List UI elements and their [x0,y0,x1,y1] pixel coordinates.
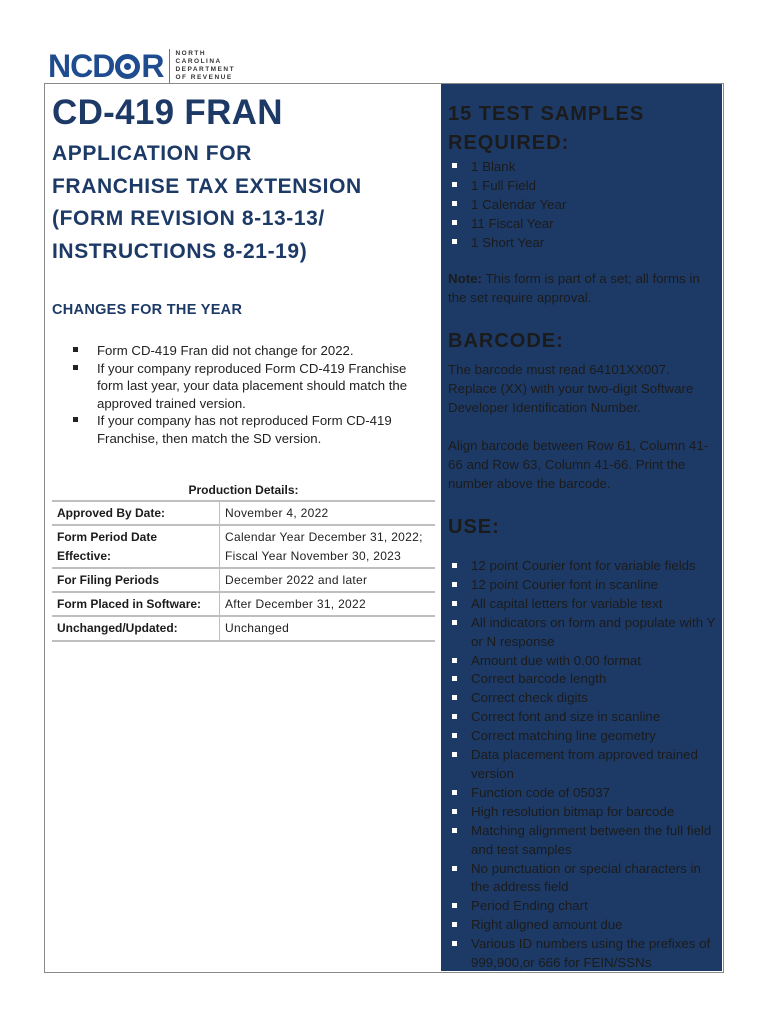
row-label: For Filing Periods [52,568,220,592]
production-details-title: Production Details: [188,483,299,497]
note-text [448,269,716,307]
square-bullet-icon [452,752,457,757]
table-row [52,568,435,592]
list-item [452,916,720,935]
square-bullet-icon [73,365,78,370]
list-item-text: All capital letters for variable text [471,595,663,611]
list-item [452,727,720,746]
logo-line-1: NORTH [175,50,207,57]
table-row [52,616,435,640]
square-bullet-icon [452,866,457,871]
note-body: This form is part of a set; all forms in the set require approval. [448,271,700,305]
list-item-text: 12 point Courier font in scanline [471,576,659,592]
list-item-text: Amount due with 0.00 format [471,652,641,668]
changes-heading: CHANGES FOR THE YEAR [52,302,243,318]
list-item [452,557,720,576]
logo-o-ring-icon [115,54,140,79]
subtitle-line: INSTRUCTIONS 8-21-19) [52,239,308,263]
list-item-text: Various ID numbers using the prefixes of 999,900,or 666 for FEIN/SSNs [471,936,711,971]
list-item-text: 12 point Courier font for variable fields [471,558,696,573]
row-value: December 2022 and later [220,568,436,592]
row-value: November 4, 2022 [220,501,436,525]
form-subtitle [52,138,432,268]
list-item [452,860,720,898]
square-bullet-icon [452,676,457,681]
list-item-text: 1 Short Year [471,235,545,250]
barcode-heading: BARCODE: [448,330,564,352]
square-bullet-icon [452,695,457,700]
row-label: Form Period Date Effective: [52,525,220,568]
square-bullet-icon [452,809,457,814]
list-item-text: Correct barcode length [471,671,607,687]
square-bullet-icon [452,201,457,206]
list-item-text: Period Ending chart [471,898,588,914]
square-bullet-icon [73,347,78,352]
list-item [73,412,428,447]
list-item [452,176,566,195]
use-heading: USE: [448,516,500,538]
square-bullet-icon [452,220,457,225]
table-row [52,592,435,616]
list-item [452,784,720,803]
square-bullet-icon [452,922,457,927]
ncdor-logo [48,46,235,86]
row-label: Unchanged/Updated: [52,616,220,640]
list-item [452,935,720,973]
list-item [452,708,720,727]
list-item-text: No punctuation or special characters in the address field [471,860,701,895]
row-value: Unchanged [220,616,436,640]
list-item-text: 11 Fiscal Year [471,216,554,231]
list-item-text: 1 Blank [471,159,516,174]
table-row [52,525,435,568]
list-item-text: Form CD-419 Fran did not change for 2022. [97,343,354,358]
list-item [452,214,566,233]
square-bullet-icon [73,417,78,422]
subtitle-line: FRANCHISE TAX EXTENSION [52,174,362,198]
list-item-text: If your company reproduced Form CD-419 Franchise form last year, your data placement should match the approved trained version. [97,360,408,411]
list-item [452,595,720,614]
logo-line-2: CAROLINA [175,58,222,65]
list-item [452,233,566,252]
list-item [452,746,720,784]
subtitle-line: APPLICATION FOR [52,142,252,165]
list-item [452,652,720,671]
production-details-table [52,500,435,642]
list-item [452,803,720,822]
list-item [452,157,566,176]
square-bullet-icon [452,714,457,719]
barcode-alignment: Align barcode between Row 61, Column 41-66 and Row 63, Column 41-66. Print the number above the barcode. [448,438,709,491]
table-row [52,501,435,525]
barcode-description: The barcode must read 64101XX007. Replace (XX) with your two-digit Software Developer Identification Number. [448,362,694,415]
square-bullet-icon [452,601,457,606]
logo-line-4: OF REVENUE [175,74,233,81]
square-bullet-icon [452,903,457,908]
list-item-text: Correct check digits [471,690,588,706]
square-bullet-icon [452,163,457,168]
square-bullet-icon [452,658,457,663]
logo-divider [169,49,170,83]
square-bullet-icon [452,941,457,946]
square-bullet-icon [452,563,457,568]
list-item-text: If your company has not reproduced Form CD-419 Franchise, then match the SD version. [97,413,392,446]
list-item [73,360,428,413]
row-label: Form Placed in Software: [52,592,220,616]
list-item-text: 1 Calendar Year [471,197,567,212]
list-item [452,576,720,595]
list-item [452,195,566,214]
row-value: Calendar Year December 31, 2022; Fiscal Year November 30, 2023 [220,525,436,568]
list-item-text: Correct matching line geometry [471,728,656,744]
changes-list [73,342,428,448]
list-item [452,689,720,708]
subtitle-line: (FORM REVISION 8-13-13/ [52,207,325,230]
square-bullet-icon [452,182,457,187]
list-item [452,822,720,860]
list-item-text: Right aligned amount due [471,917,623,933]
list-item-text: Matching alignment between the full field and test samples [471,822,712,857]
row-label: Approved By Date: [52,501,220,525]
logo-line-3: DEPARTMENT [175,66,236,73]
logo-subtext [175,50,235,82]
square-bullet-icon [452,828,457,833]
square-bullet-icon [452,582,457,587]
square-bullet-icon [452,239,457,244]
list-item [452,670,720,689]
row-value: After December 31, 2022 [220,592,436,616]
note-label: Note: [448,271,482,286]
logo-wordmark: NCD R [48,48,164,84]
square-bullet-icon [452,790,457,795]
use-list [452,557,720,973]
list-item-text: Correct font and size in scanline [471,709,661,725]
test-samples-heading: 15 TEST SAMPLES REQUIRED: [448,103,645,154]
list-item [452,897,720,916]
list-item [73,342,428,360]
list-item [452,614,720,652]
list-item-text: Function code of 05037 [471,784,610,800]
list-item-text: All indicators on form and populate with Y or N response [471,614,716,649]
square-bullet-icon [452,733,457,738]
list-item-text: Data placement from approved trained version [471,747,698,781]
test-samples-list [452,157,566,252]
list-item-text: 1 Full Field [471,178,537,193]
square-bullet-icon [452,620,457,625]
form-title: CD-419 FRAN [52,93,283,132]
list-item-text: High resolution bitmap for barcode [471,803,675,819]
